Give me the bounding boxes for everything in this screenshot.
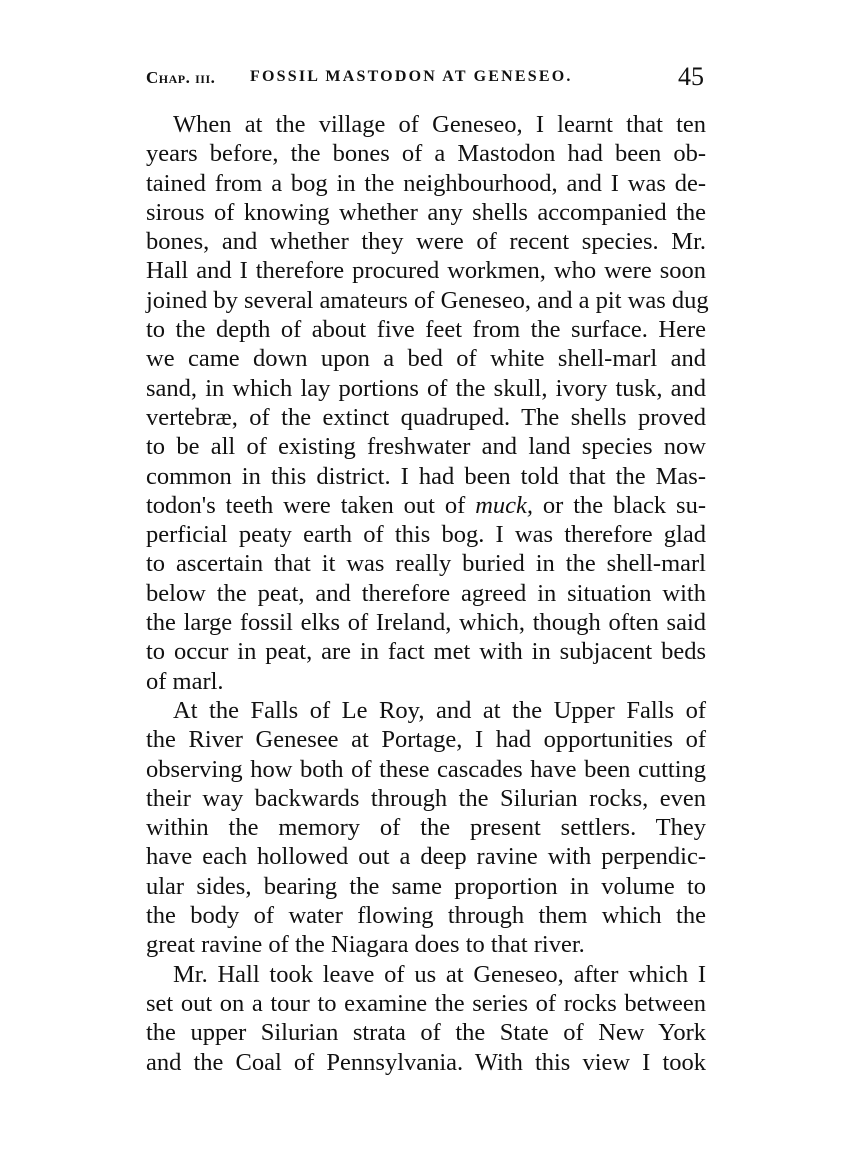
text-line: bones, and whether they were of recent species. Mr. <box>146 228 706 256</box>
text-line: the body of water flowing through them which the <box>146 902 706 930</box>
text-line: great ravine of the Niagara does to that river. <box>146 931 585 959</box>
text-line: the large fossil elks of Ireland, which, though often said <box>146 609 706 637</box>
text-line: to the depth of about five feet from the surface. Here <box>146 316 706 344</box>
text-line: their way backwards through the Silurian rocks, even <box>146 784 706 812</box>
book-page <box>146 62 709 1077</box>
text-line: tained from a bog in the neighbourhood, and I was de- <box>146 169 706 197</box>
text-line: perficial peaty earth of this bog. I was therefore glad <box>146 521 706 549</box>
text-line: to be all of existing freshwater and land species now <box>146 433 706 461</box>
italic-word: muck, <box>475 491 534 519</box>
text-line: sand, in which lay portions of the skull, ivory tusk, and <box>146 374 706 402</box>
body-text <box>146 110 709 1077</box>
page-number: 45 <box>678 62 704 91</box>
text-segment: or the black su- <box>533 491 706 519</box>
running-head <box>146 62 706 96</box>
text-line: Mr. Hall took leave of us at Geneseo, after which I <box>173 960 706 988</box>
text-line: below the peat, and therefore agreed in situation with <box>146 579 706 607</box>
text-line: joined by several amateurs of Geneseo, and a pit was dug <box>146 286 709 314</box>
text-line: years before, the bones of a Mastodon had been ob- <box>146 140 706 168</box>
text-line: have each hollowed out a deep ravine with perpendic- <box>146 843 706 871</box>
text-line: within the memory of the present settlers. They <box>146 814 706 842</box>
text-line: When at the village of Geneseo, I learnt that ten <box>173 111 706 138</box>
text-line <box>146 491 706 520</box>
chapter-label: Chap. iii. <box>146 68 216 87</box>
running-title: FOSSIL MASTODON AT GENESEO. <box>250 68 573 85</box>
text-line: to ascertain that it was really buried in the shell-marl <box>146 550 706 578</box>
paragraph <box>146 696 706 960</box>
text-line: Hall and I therefore procured workmen, who were soon <box>146 257 706 285</box>
paragraph <box>146 110 709 696</box>
text-line: ular sides, bearing the same proportion in volume to <box>146 872 706 900</box>
text-line: observing how both of these cascades have been cutting <box>146 755 706 783</box>
text-line: the River Genesee at Portage, I had opportunities of <box>146 726 706 754</box>
text-line: At the Falls of Le Roy, and at the Upper Falls of <box>173 696 706 724</box>
text-line: the upper Silurian strata of the State of New York <box>146 1019 706 1047</box>
text-segment: todon's teeth were taken out of <box>146 491 476 519</box>
text-line: vertebræ, of the extinct quadruped. The shells proved <box>146 403 706 431</box>
text-line: to occur in peat, are in fact met with in subjacent beds <box>146 638 706 666</box>
text-line: we came down upon a bed of white shell-marl and <box>146 345 706 373</box>
paragraph <box>146 960 706 1077</box>
text-line: of marl. <box>146 667 224 695</box>
text-line: sirous of knowing whether any shells accompanied the <box>146 198 706 226</box>
text-line: common in this district. I had been told that the Mas- <box>146 462 706 490</box>
text-line: and the Coal of Pennsylvania. With this view I took <box>146 1048 706 1076</box>
text-line: set out on a tour to examine the series of rocks between <box>146 989 706 1017</box>
